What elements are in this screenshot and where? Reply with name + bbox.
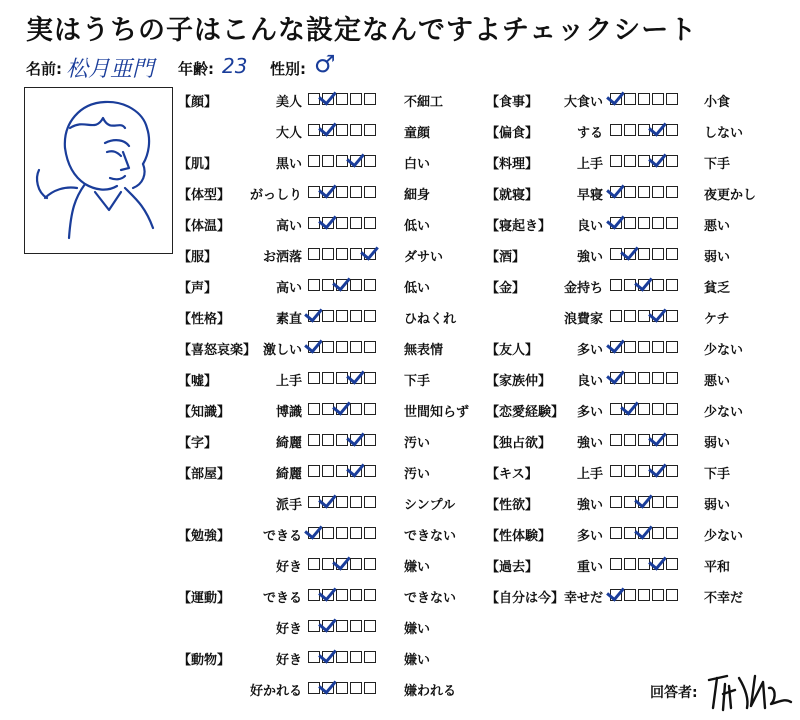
age-label: 年齢: <box>178 60 214 78</box>
scale-checkbox-2[interactable] <box>624 248 636 260</box>
left-option-label: 高い <box>275 219 302 234</box>
scale-checkbox-1[interactable] <box>610 341 622 353</box>
scale-checkbox-4[interactable] <box>350 620 362 632</box>
category-label: 【酒】 <box>486 250 526 265</box>
left-option-label: 強い <box>576 498 603 513</box>
scale-checkbox-5[interactable] <box>666 186 678 198</box>
left-option-label: 好かれる <box>249 684 302 699</box>
scale-checkbox-2[interactable] <box>624 310 636 322</box>
check-row <box>0 488 800 518</box>
scale-checkbox-4[interactable] <box>652 496 664 508</box>
scale-checkbox-2[interactable] <box>624 217 636 229</box>
right-option-label: ダサい <box>404 250 444 265</box>
left-option-label: できる <box>262 529 302 544</box>
right-option-label: シンプル <box>404 498 456 513</box>
scale-checkbox-4[interactable] <box>652 341 664 353</box>
check-row <box>0 612 800 642</box>
right-option-label: 悪い <box>704 219 731 234</box>
scale-checkbox-1[interactable] <box>610 465 622 477</box>
scale-checkbox-4[interactable] <box>652 558 664 570</box>
scale-checkbox-3[interactable] <box>638 248 650 260</box>
scale-checkbox-5[interactable] <box>666 279 678 291</box>
scale-checkbox-4[interactable] <box>652 186 664 198</box>
check-row <box>0 209 800 239</box>
scale-checkboxes <box>610 341 678 353</box>
scale-checkbox-4[interactable] <box>652 465 664 477</box>
left-option-label: 多い <box>576 529 603 544</box>
category-label: 【性格】 <box>178 312 231 327</box>
scale-checkboxes <box>610 558 678 570</box>
scale-checkbox-3[interactable] <box>638 496 650 508</box>
category-label: 【食事】 <box>486 95 539 110</box>
check-row <box>0 581 800 611</box>
right-option-label: 少ない <box>704 343 744 358</box>
scale-checkbox-4[interactable] <box>652 310 664 322</box>
scale-checkbox-5[interactable] <box>666 434 678 446</box>
check-row <box>0 364 800 394</box>
left-option-label: する <box>576 126 603 141</box>
right-option-label: 世間知らず <box>404 405 470 420</box>
left-option-label: 幸せだ <box>563 591 603 606</box>
left-option-label: 激しい <box>262 343 302 358</box>
left-option-label: 素直 <box>275 312 302 327</box>
scale-checkbox-2[interactable] <box>322 651 334 663</box>
right-option-label: 細身 <box>404 188 431 203</box>
category-label: 【家族仲】 <box>486 374 552 389</box>
scale-checkbox-1[interactable] <box>610 527 622 539</box>
scale-checkbox-1[interactable] <box>610 372 622 384</box>
scale-checkbox-4[interactable] <box>652 279 664 291</box>
scale-checkbox-1[interactable] <box>610 155 622 167</box>
check-row <box>0 302 800 332</box>
check-row <box>0 519 800 549</box>
left-option-label: 博識 <box>275 405 302 420</box>
age-value: 23 <box>222 54 248 78</box>
left-option-label: 重い <box>576 560 603 575</box>
left-option-label: 多い <box>576 343 603 358</box>
scale-checkbox-3[interactable] <box>638 186 650 198</box>
scale-checkboxes <box>610 186 678 198</box>
scale-checkbox-5[interactable] <box>666 558 678 570</box>
left-option-label: 良い <box>576 374 603 389</box>
scale-checkbox-4[interactable] <box>652 403 664 415</box>
scale-checkbox-4[interactable] <box>350 682 362 694</box>
scale-checkbox-5[interactable] <box>666 372 678 384</box>
scale-checkboxes <box>610 93 678 105</box>
scale-checkbox-3[interactable] <box>638 341 650 353</box>
right-option-label: 少ない <box>704 529 744 544</box>
right-option-label: 悪い <box>704 374 731 389</box>
category-label: 【声】 <box>178 281 218 296</box>
scale-checkboxes <box>308 682 376 694</box>
right-option-label: しない <box>704 126 744 141</box>
left-option-label: 良い <box>576 219 603 234</box>
scale-checkbox-1[interactable] <box>610 310 622 322</box>
sheet-title: 実はうちの子はこんな設定なんですよチェックシート <box>26 15 698 46</box>
scale-checkbox-2[interactable] <box>322 682 334 694</box>
category-label: 【自分は今】 <box>486 591 565 606</box>
right-option-label: 白い <box>404 157 431 172</box>
right-option-label: できない <box>404 529 457 544</box>
scale-checkbox-1[interactable] <box>610 217 622 229</box>
right-option-label: 貧乏 <box>704 281 731 296</box>
left-option-label: 金持ち <box>563 281 603 296</box>
scale-checkbox-2[interactable] <box>624 434 636 446</box>
right-option-label: 嫌い <box>404 560 431 575</box>
left-option-label: 美人 <box>275 95 302 110</box>
left-option-label: 上手 <box>576 467 603 482</box>
scale-checkboxes <box>610 217 678 229</box>
category-label: 【就寝】 <box>486 188 539 203</box>
scale-checkbox-3[interactable] <box>336 620 348 632</box>
name-value: 松月亜門 <box>66 57 155 82</box>
scale-checkboxes <box>610 279 678 291</box>
left-option-label: 綺麗 <box>275 436 302 451</box>
category-label: 【キス】 <box>486 467 538 482</box>
scale-checkbox-2[interactable] <box>624 186 636 198</box>
scale-checkboxes <box>610 434 678 446</box>
scale-checkbox-2[interactable] <box>624 93 636 105</box>
respondent-label: 回答者: <box>650 685 698 701</box>
right-option-label: 嫌われる <box>404 684 457 699</box>
check-row <box>0 457 800 487</box>
scale-checkbox-5[interactable] <box>666 527 678 539</box>
right-option-label: 嫌い <box>404 622 431 637</box>
scale-checkbox-5[interactable] <box>666 124 678 136</box>
name-label: 名前: <box>26 60 62 78</box>
scale-checkbox-4[interactable] <box>652 124 664 136</box>
category-label: 【体温】 <box>178 219 231 234</box>
scale-checkbox-2[interactable] <box>624 372 636 384</box>
right-option-label: 低い <box>404 281 431 296</box>
scale-checkboxes <box>610 465 678 477</box>
category-label: 【友人】 <box>486 343 539 358</box>
check-row <box>0 240 800 270</box>
scale-checkbox-3[interactable] <box>638 589 650 601</box>
right-option-label: 不細工 <box>404 95 444 110</box>
left-option-label: がっしり <box>249 188 302 203</box>
scale-checkbox-2[interactable] <box>624 465 636 477</box>
scale-checkboxes <box>308 651 376 663</box>
right-option-label: 汚い <box>404 467 431 482</box>
scale-checkbox-5[interactable] <box>666 341 678 353</box>
left-option-label: 上手 <box>275 374 302 389</box>
scale-checkboxes <box>610 124 678 136</box>
gender-value: ♂ <box>314 50 336 78</box>
category-label: 【動物】 <box>178 653 231 668</box>
category-label: 【服】 <box>178 250 218 265</box>
right-option-label: 弱い <box>704 436 731 451</box>
left-option-label: 好き <box>275 653 302 668</box>
scale-checkbox-4[interactable] <box>652 217 664 229</box>
scale-checkbox-5[interactable] <box>364 620 376 632</box>
right-option-label: 下手 <box>704 467 731 482</box>
right-option-label: 不幸だ <box>704 591 744 606</box>
scale-checkbox-5[interactable] <box>666 93 678 105</box>
category-label: 【嘘】 <box>178 374 218 389</box>
check-row <box>0 116 800 146</box>
scale-checkbox-5[interactable] <box>666 155 678 167</box>
scale-checkbox-4[interactable] <box>652 434 664 446</box>
check-row <box>0 271 800 301</box>
right-option-label: ひねくれ <box>404 312 457 327</box>
scale-checkboxes <box>610 310 678 322</box>
right-option-label: 夜更かし <box>704 188 757 203</box>
category-label: 【寝起き】 <box>486 219 552 234</box>
category-label: 【性体験】 <box>486 529 552 544</box>
category-label: 【勉強】 <box>178 529 231 544</box>
left-option-label: 浪費家 <box>563 312 603 327</box>
right-option-label: 下手 <box>404 374 431 389</box>
right-option-label: 下手 <box>704 157 731 172</box>
gender-label: 性別: <box>270 60 306 78</box>
left-option-label: 高い <box>275 281 302 296</box>
left-option-label: 大食い <box>563 95 603 110</box>
scale-checkbox-2[interactable] <box>322 620 334 632</box>
category-label: 【料理】 <box>486 157 539 172</box>
left-option-label: 強い <box>576 436 603 451</box>
scale-checkboxes <box>610 527 678 539</box>
scale-checkbox-2[interactable] <box>624 403 636 415</box>
scale-checkbox-5[interactable] <box>364 651 376 663</box>
scale-checkbox-4[interactable] <box>652 589 664 601</box>
scale-checkbox-2[interactable] <box>624 558 636 570</box>
scale-checkbox-3[interactable] <box>336 682 348 694</box>
scale-checkbox-1[interactable] <box>610 93 622 105</box>
scale-checkbox-3[interactable] <box>638 403 650 415</box>
right-option-label: 童顔 <box>404 126 431 141</box>
category-label: 【字】 <box>178 436 218 451</box>
category-label: 【運動】 <box>178 591 231 606</box>
category-label: 【恋愛経験】 <box>486 405 565 420</box>
scale-checkbox-1[interactable] <box>610 558 622 570</box>
check-row <box>0 550 800 580</box>
scale-checkbox-5[interactable] <box>666 589 678 601</box>
left-option-label: 好き <box>275 622 302 637</box>
scale-checkboxes <box>610 496 678 508</box>
left-option-label: 派手 <box>275 498 302 513</box>
scale-checkbox-3[interactable] <box>638 372 650 384</box>
right-option-label: ケチ <box>704 312 730 327</box>
scale-checkbox-1[interactable] <box>610 279 622 291</box>
left-option-label: 上手 <box>576 157 603 172</box>
check-row <box>0 147 800 177</box>
left-option-label: 好き <box>275 560 302 575</box>
scale-checkbox-2[interactable] <box>624 341 636 353</box>
right-option-label: 小食 <box>704 95 731 110</box>
scale-checkbox-2[interactable] <box>624 155 636 167</box>
scale-checkboxes <box>610 589 678 601</box>
scale-checkbox-3[interactable] <box>638 527 650 539</box>
scale-checkbox-4[interactable] <box>652 155 664 167</box>
right-option-label: 弱い <box>704 250 731 265</box>
scale-checkbox-4[interactable] <box>652 372 664 384</box>
category-label: 【肌】 <box>178 157 218 172</box>
scale-checkbox-5[interactable] <box>666 248 678 260</box>
category-label: 【顔】 <box>178 95 218 110</box>
right-option-label: 嫌い <box>404 653 431 668</box>
check-row <box>0 426 800 456</box>
category-label: 【独占欲】 <box>486 436 552 451</box>
left-option-label: できる <box>262 591 302 606</box>
scale-checkbox-4[interactable] <box>652 248 664 260</box>
category-label: 【金】 <box>486 281 526 296</box>
scale-checkbox-4[interactable] <box>652 93 664 105</box>
left-option-label: 綺麗 <box>275 467 302 482</box>
category-label: 【過去】 <box>486 560 539 575</box>
scale-checkbox-1[interactable] <box>610 434 622 446</box>
category-label: 【性欲】 <box>486 498 539 513</box>
left-option-label: 強い <box>576 250 603 265</box>
category-label: 【体型】 <box>178 188 231 203</box>
scale-checkbox-4[interactable] <box>652 527 664 539</box>
scale-checkbox-1[interactable] <box>610 186 622 198</box>
check-row <box>0 395 800 425</box>
left-option-label: 黒い <box>275 157 302 172</box>
scale-checkboxes <box>610 403 678 415</box>
scale-checkbox-3[interactable] <box>638 279 650 291</box>
check-row <box>0 85 800 115</box>
check-row <box>0 333 800 363</box>
scale-checkbox-2[interactable] <box>624 589 636 601</box>
category-label: 【部屋】 <box>178 467 231 482</box>
right-option-label: 汚い <box>404 436 431 451</box>
scale-checkboxes <box>610 372 678 384</box>
scale-checkbox-3[interactable] <box>638 217 650 229</box>
scale-checkbox-1[interactable] <box>610 124 622 136</box>
right-option-label: 無表情 <box>404 343 444 358</box>
left-option-label: 大人 <box>275 126 302 141</box>
category-label: 【偏食】 <box>486 126 539 141</box>
check-row <box>0 643 800 673</box>
scale-checkbox-1[interactable] <box>610 496 622 508</box>
left-option-label: 多い <box>576 405 603 420</box>
check-row <box>0 178 800 208</box>
scale-checkbox-5[interactable] <box>666 310 678 322</box>
left-option-label: 早寝 <box>576 188 603 203</box>
scale-checkbox-3[interactable] <box>336 651 348 663</box>
scale-checkboxes <box>308 620 376 632</box>
category-label: 【喜怒哀楽】 <box>178 343 257 358</box>
scale-checkbox-3[interactable] <box>638 93 650 105</box>
right-option-label: 少ない <box>704 405 744 420</box>
right-option-label: 低い <box>404 219 431 234</box>
scale-checkbox-5[interactable] <box>364 682 376 694</box>
scale-checkboxes <box>610 248 678 260</box>
category-label: 【知識】 <box>178 405 231 420</box>
scale-checkbox-4[interactable] <box>350 651 362 663</box>
scale-checkbox-2[interactable] <box>624 124 636 136</box>
scale-checkbox-5[interactable] <box>666 217 678 229</box>
right-option-label: できない <box>404 591 457 606</box>
respondent-signature <box>705 668 795 712</box>
right-option-label: 弱い <box>704 498 731 513</box>
scale-checkbox-1[interactable] <box>610 589 622 601</box>
scale-checkbox-5[interactable] <box>666 496 678 508</box>
right-option-label: 平和 <box>704 560 731 575</box>
scale-checkboxes <box>610 155 678 167</box>
left-option-label: お洒落 <box>262 250 302 265</box>
scale-checkbox-5[interactable] <box>666 403 678 415</box>
scale-checkbox-5[interactable] <box>666 465 678 477</box>
